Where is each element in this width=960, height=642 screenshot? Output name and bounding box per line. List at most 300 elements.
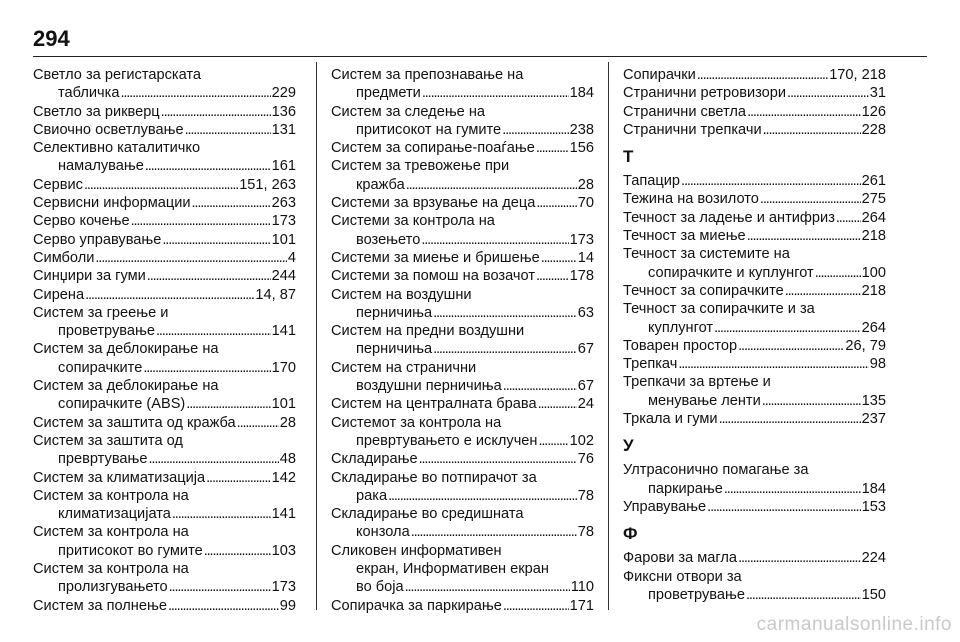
entry-line xyxy=(623,586,886,604)
entry-page-ref: 229 xyxy=(271,85,296,102)
index-entry xyxy=(33,304,296,341)
index-entry xyxy=(33,487,296,524)
index-entry xyxy=(623,66,886,84)
dot-leader xyxy=(237,414,279,432)
entry-line xyxy=(33,84,296,102)
entry-page-ref: 26, 79 xyxy=(845,337,886,354)
entry-term: Систем за сопирање-поаѓање xyxy=(331,140,535,157)
entry-term: Управување xyxy=(623,498,707,515)
dot-leader xyxy=(541,249,577,267)
entry-page-ref: 28 xyxy=(577,176,594,193)
entry-page-ref: 99 xyxy=(279,597,296,614)
entry-term: сопирачките и куплунгот xyxy=(648,264,814,281)
entry-term: Серво управување xyxy=(33,231,162,248)
entry-term-first-line: Складирање во средишната xyxy=(331,506,524,523)
entry-term: перничиња xyxy=(356,304,433,321)
index-entry xyxy=(33,231,296,249)
index-entry xyxy=(331,359,594,396)
dot-leader xyxy=(147,267,271,285)
entry-term: куплунгот xyxy=(648,319,714,336)
entry-term-first-line: Сликовен информативен xyxy=(331,542,502,559)
entry-line xyxy=(33,395,296,413)
entry-line xyxy=(331,194,594,212)
entry-term: Систем за климатизација xyxy=(33,469,206,486)
entry-page-ref: 237 xyxy=(861,411,886,428)
watermark: carmanualsonline.info xyxy=(756,614,952,635)
entry-page-ref: 135 xyxy=(861,392,886,409)
entry-term: Странични трепкачи xyxy=(623,121,762,138)
dot-leader xyxy=(738,337,844,355)
dot-leader xyxy=(185,121,271,139)
entry-page-ref: 170 xyxy=(271,359,296,376)
dot-leader xyxy=(145,157,271,175)
entry-term-first-line: Течност за сопирачките и за xyxy=(623,301,815,318)
entry-line xyxy=(331,249,594,267)
entry-term-middle-line: екран, Информативен екран xyxy=(356,561,549,578)
index-entry xyxy=(33,560,296,597)
entry-term: Течност за миење xyxy=(623,228,746,245)
index-entry xyxy=(623,227,886,245)
index-entry xyxy=(33,469,296,487)
entry-line xyxy=(33,103,296,121)
entry-page-ref: 142 xyxy=(271,469,296,486)
entry-term-first-line: Ултрасонично помагање за xyxy=(623,462,809,479)
dot-leader xyxy=(503,377,577,395)
entry-term: Сирена xyxy=(33,286,85,303)
entry-term: Сопирачка за паркирање xyxy=(331,597,502,614)
entry-line xyxy=(331,450,594,468)
entry-page-ref: 28 xyxy=(279,414,296,431)
entry-page-ref: 78 xyxy=(577,524,594,541)
entry-term-first-line: Селективно каталитичко xyxy=(33,140,201,157)
entry-page-ref: 31 xyxy=(869,85,886,102)
entry-line xyxy=(33,286,296,304)
dot-leader xyxy=(536,194,576,212)
entry-line xyxy=(623,410,886,428)
index-entry xyxy=(33,414,296,432)
entry-term-first-line: Течност за системите на xyxy=(623,246,790,263)
entry-term: Синџири за гуми xyxy=(33,268,146,285)
entry-term: Сервисни информации xyxy=(33,195,191,212)
index-entry xyxy=(33,194,296,212)
index-entry xyxy=(331,469,594,506)
entry-term: перничиња xyxy=(356,341,433,358)
entry-page-ref: 14, 87 xyxy=(255,286,296,303)
index-entry xyxy=(623,282,886,300)
index-entry xyxy=(623,190,886,208)
entry-line xyxy=(623,392,886,410)
entry-term: Систем за полнење xyxy=(33,597,167,614)
index-entry xyxy=(623,337,886,355)
entry-page-ref: 173 xyxy=(569,231,594,248)
entry-term: Систем за заштита од кражба xyxy=(33,414,236,431)
entry-page-ref: 48 xyxy=(279,451,296,468)
entry-term: Трепкач xyxy=(623,356,678,373)
column-divider xyxy=(316,62,317,610)
entry-term: Систем на централната брава xyxy=(331,396,537,413)
entry-line xyxy=(331,523,594,541)
dot-leader xyxy=(162,231,270,249)
entry-term: предмети xyxy=(356,85,421,102)
index-entry xyxy=(33,212,296,230)
entry-line xyxy=(623,190,886,208)
dot-leader xyxy=(95,249,286,267)
dot-leader xyxy=(433,304,577,322)
entry-page-ref: 156 xyxy=(569,140,594,157)
entry-line xyxy=(33,267,296,285)
entry-page-ref: 173 xyxy=(271,579,296,596)
entry-term: возењето xyxy=(356,231,421,248)
entry-term: Тапацир xyxy=(623,173,681,190)
entry-term: Светло за рикверц xyxy=(33,103,160,120)
entry-term: во боја xyxy=(356,579,404,596)
entry-term: превртувањето е исклучен xyxy=(356,432,538,449)
entry-term-first-line: Светло за регистарската xyxy=(33,67,202,83)
dot-leader xyxy=(419,450,577,468)
dot-leader xyxy=(538,395,577,413)
entry-page-ref: 100 xyxy=(861,264,886,281)
dot-leader xyxy=(747,227,861,245)
entry-line xyxy=(623,172,886,190)
index-entry xyxy=(331,249,594,267)
index-entry xyxy=(623,568,886,605)
entry-term: пролизгувањето xyxy=(58,579,168,596)
entry-term-first-line: Трепкачи за вртење и xyxy=(623,374,771,391)
entry-page-ref: 4 xyxy=(287,249,296,266)
entry-page-ref: 102 xyxy=(569,432,594,449)
entry-line xyxy=(623,227,886,245)
index-entry xyxy=(623,549,886,567)
entry-line xyxy=(33,121,296,139)
entry-page-ref: 110 xyxy=(570,579,594,596)
dot-leader xyxy=(724,480,861,498)
entry-term: Течност за сопирачките xyxy=(623,282,784,299)
entry-term: Странични ретровизори xyxy=(623,85,787,102)
entry-line xyxy=(33,359,296,377)
index-entry xyxy=(623,84,886,102)
entry-line xyxy=(33,450,296,468)
entry-term: Системи за миење и бришење xyxy=(331,249,540,266)
entry-page-ref: 67 xyxy=(577,378,594,395)
dot-leader xyxy=(143,359,270,377)
entry-line xyxy=(331,139,594,157)
index-column-1 xyxy=(33,66,296,615)
entry-term: конзола xyxy=(356,524,410,541)
index-entry xyxy=(623,172,886,190)
entry-page-ref: 275 xyxy=(861,191,886,208)
entry-page-ref: 228 xyxy=(861,121,886,138)
dot-leader xyxy=(206,469,271,487)
entry-page-ref: 238 xyxy=(569,121,594,138)
entry-page-ref: 136 xyxy=(271,103,296,120)
entry-term: превртување xyxy=(58,451,148,468)
dot-leader xyxy=(161,103,271,121)
index-entry xyxy=(331,395,594,413)
dot-leader xyxy=(719,410,861,428)
dot-leader xyxy=(738,549,861,567)
entry-page-ref: 101 xyxy=(271,396,296,413)
entry-page-ref: 101 xyxy=(271,231,296,248)
dot-leader xyxy=(762,392,861,410)
entry-term-first-line: Систем за контрола на xyxy=(33,561,189,578)
index-entry xyxy=(331,103,594,140)
entry-line xyxy=(623,66,886,84)
index-entry xyxy=(33,121,296,139)
dot-leader xyxy=(149,450,279,468)
entry-page-ref: 126 xyxy=(861,103,886,120)
entry-line xyxy=(331,231,594,249)
dot-leader xyxy=(169,578,271,596)
dot-leader xyxy=(536,267,569,285)
index-entry xyxy=(623,300,886,337)
entry-line xyxy=(33,212,296,230)
index-entry xyxy=(331,414,594,451)
dot-leader xyxy=(422,84,569,102)
entry-page-ref: 24 xyxy=(577,396,594,413)
index-entry xyxy=(623,498,886,516)
entry-term-first-line: Систем за контрола на xyxy=(33,487,189,504)
entry-line xyxy=(33,231,296,249)
index-entry xyxy=(623,245,886,282)
entry-line xyxy=(623,355,886,373)
index-column-2 xyxy=(331,66,594,615)
entry-term: Товарен простор xyxy=(623,337,738,354)
entry-page-ref: 151, 263 xyxy=(239,176,296,193)
index-entry xyxy=(331,267,594,285)
entry-term: Тежина на возилото xyxy=(623,191,759,208)
entry-page-ref: 150 xyxy=(861,586,886,603)
entry-page-ref: 244 xyxy=(271,268,296,285)
section-letter: У xyxy=(623,436,634,456)
index-entry xyxy=(623,355,886,373)
entry-line xyxy=(623,282,886,300)
entry-page-ref: 153 xyxy=(861,498,886,515)
index-entry xyxy=(331,542,594,597)
entry-line xyxy=(623,121,886,139)
dot-leader xyxy=(747,103,861,121)
entry-line xyxy=(331,267,594,285)
dot-leader xyxy=(421,231,568,249)
dot-leader xyxy=(131,212,271,230)
dot-leader xyxy=(815,264,861,282)
entry-line xyxy=(33,249,296,267)
entry-page-ref: 170, 218 xyxy=(829,67,886,83)
entry-line xyxy=(33,597,296,615)
entry-term: воздушни перничиња xyxy=(356,378,502,395)
dot-leader xyxy=(763,121,861,139)
dot-leader xyxy=(405,578,570,596)
dot-leader xyxy=(172,505,271,523)
entry-term-first-line: Систем за контрола на xyxy=(33,524,189,541)
entry-term: проветрување xyxy=(58,323,155,340)
entry-page-ref: 184 xyxy=(861,480,886,497)
index-entry xyxy=(331,66,594,103)
entry-term-first-line: Систем за тревожење при xyxy=(331,158,510,175)
entry-line xyxy=(331,432,594,450)
entry-term-first-line: Систем на предни воздушни xyxy=(331,323,525,340)
entry-page-ref: 173 xyxy=(271,213,296,230)
entry-term: паркирање xyxy=(648,480,723,497)
entry-line xyxy=(623,209,886,227)
index-entry xyxy=(331,450,594,468)
entry-line xyxy=(33,505,296,523)
entry-line xyxy=(33,542,296,560)
entry-line xyxy=(33,194,296,212)
index-entry xyxy=(33,523,296,560)
entry-page-ref: 98 xyxy=(869,356,886,373)
entry-term: Течност за ладење и антифриз xyxy=(623,209,835,226)
entry-line xyxy=(623,103,886,121)
entry-term: Тркала и гуми xyxy=(623,411,718,428)
index-entry xyxy=(331,194,594,212)
entry-term: притисокот во гумите xyxy=(58,542,203,559)
entry-page-ref: 161 xyxy=(271,158,296,175)
index-entry xyxy=(623,373,886,410)
index-entry xyxy=(33,597,296,615)
dot-leader xyxy=(388,487,577,505)
entry-term-first-line: Складирање во потпирачот за xyxy=(331,469,537,486)
entry-term-first-line: Систем за деблокирање на xyxy=(33,341,219,358)
entry-term: Симболи xyxy=(33,249,95,266)
dot-leader xyxy=(681,172,861,190)
dot-leader xyxy=(836,209,861,227)
entry-line xyxy=(623,498,886,516)
entry-page-ref: 178 xyxy=(569,268,594,285)
index-entry xyxy=(33,267,296,285)
entry-term: климатизацијата xyxy=(58,506,171,523)
dot-leader xyxy=(85,286,254,304)
index-entry xyxy=(33,139,296,176)
section-letter: Т xyxy=(623,147,634,167)
index-entry xyxy=(33,249,296,267)
entry-page-ref: 184 xyxy=(569,85,594,102)
dot-leader xyxy=(760,190,861,208)
dot-leader xyxy=(204,542,271,560)
entry-line xyxy=(623,84,886,102)
entry-page-ref: 264 xyxy=(861,319,886,336)
index-entry xyxy=(33,340,296,377)
entry-line xyxy=(331,304,594,322)
entry-page-ref: 218 xyxy=(861,228,886,245)
entry-term: Системи за врзување на деца xyxy=(331,195,536,212)
dot-leader xyxy=(168,597,279,615)
entry-line xyxy=(331,340,594,358)
index-entry xyxy=(623,103,886,121)
entry-page-ref: 131 xyxy=(271,121,296,138)
entry-page-ref: 63 xyxy=(577,304,594,321)
entry-term: табличка xyxy=(58,85,120,102)
entry-term-first-line: Систем за препознавање на xyxy=(331,67,524,83)
entry-term-first-line: Систем на воздушни xyxy=(331,286,472,303)
entry-term-first-line: Систем за греење и xyxy=(33,304,169,321)
entry-term: Сопирачки xyxy=(623,67,696,83)
index-entry xyxy=(623,461,886,498)
index-entry xyxy=(33,377,296,414)
entry-term: Свиочно осветлување xyxy=(33,121,184,138)
entry-page-ref: 171 xyxy=(569,597,594,614)
index-entry xyxy=(331,286,594,323)
entry-page-ref: 103 xyxy=(271,542,296,559)
entry-term-first-line: Системи за контрола на xyxy=(331,213,495,230)
entry-page-ref: 261 xyxy=(861,173,886,190)
entry-page-ref: 141 xyxy=(271,506,296,523)
entry-term: притисокот на гумите xyxy=(356,121,502,138)
entry-page-ref: 224 xyxy=(861,550,886,567)
entry-line xyxy=(33,414,296,432)
entry-line xyxy=(623,319,886,337)
entry-term: Сервис xyxy=(33,176,83,193)
header-rule xyxy=(33,56,927,57)
entry-term-first-line: Систем за следење на xyxy=(331,103,486,120)
index-entry xyxy=(33,103,296,121)
entry-line xyxy=(623,549,886,567)
dot-leader xyxy=(84,176,238,194)
page-number: 294 xyxy=(33,26,70,51)
entry-line xyxy=(331,377,594,395)
entry-line xyxy=(331,578,594,596)
index-entry xyxy=(623,121,886,139)
index-entry xyxy=(33,176,296,194)
entry-term: Фарови за магла xyxy=(623,550,738,567)
entry-page-ref: 141 xyxy=(271,323,296,340)
entry-term: сопирачките xyxy=(58,359,143,376)
entry-line xyxy=(331,176,594,194)
dot-leader xyxy=(787,84,869,102)
dot-leader xyxy=(746,586,861,604)
index-entry xyxy=(331,139,594,157)
entry-page-ref: 67 xyxy=(577,341,594,358)
entry-page-ref: 263 xyxy=(271,195,296,212)
entry-page-ref: 264 xyxy=(861,209,886,226)
entry-page-ref: 14 xyxy=(577,249,594,266)
entry-term: Системи за помош на возачот xyxy=(331,268,535,285)
dot-leader xyxy=(502,121,568,139)
dot-leader xyxy=(406,176,577,194)
dot-leader xyxy=(156,322,271,340)
index-column-3 xyxy=(623,66,886,604)
dot-leader xyxy=(785,282,861,300)
index-entry xyxy=(33,432,296,469)
entry-line xyxy=(33,578,296,596)
entry-term-first-line: Систем за деблокирање на xyxy=(33,378,219,395)
dot-leader xyxy=(678,355,868,373)
entry-term: Складирање xyxy=(331,451,418,468)
entry-line xyxy=(623,264,886,282)
dot-leader xyxy=(707,498,860,516)
entry-line xyxy=(33,176,296,194)
entry-line xyxy=(623,337,886,355)
entry-term: намалување xyxy=(58,158,144,175)
column-divider xyxy=(608,62,609,610)
index-entry xyxy=(33,286,296,304)
entry-page-ref: 218 xyxy=(861,282,886,299)
index-entry xyxy=(331,505,594,542)
entry-line xyxy=(331,487,594,505)
dot-leader xyxy=(411,523,577,541)
section-letter: Ф xyxy=(623,524,638,544)
entry-line xyxy=(33,322,296,340)
entry-term-first-line: Систем за заштита од xyxy=(33,432,183,449)
entry-line xyxy=(33,469,296,487)
entry-term: Серво кочење xyxy=(33,213,130,230)
entry-term: Странични светла xyxy=(623,103,747,120)
entry-line xyxy=(331,121,594,139)
entry-page-ref: 78 xyxy=(577,487,594,504)
entry-line xyxy=(331,597,594,615)
dot-leader xyxy=(538,432,568,450)
entry-term: менување ленти xyxy=(648,392,761,409)
index-entry xyxy=(331,212,594,249)
